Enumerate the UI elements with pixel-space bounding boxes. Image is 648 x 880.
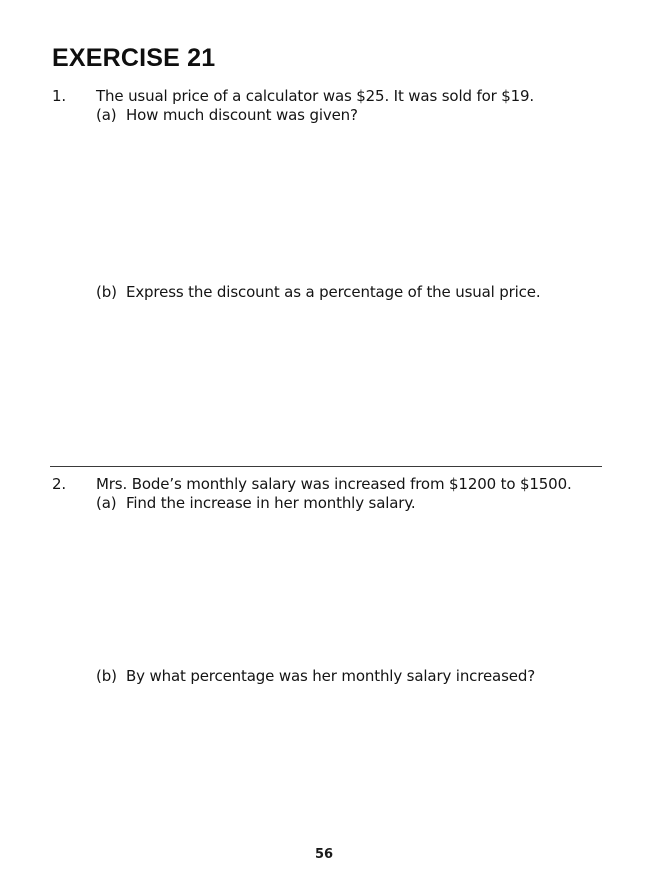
page-number: 56 <box>314 847 334 862</box>
exercise-title: EXERCISE 21 <box>52 44 216 72</box>
part-text: How much discount was given? <box>126 106 358 124</box>
question-part-b <box>96 283 540 302</box>
part-text: Express the discount as a percentage of the usual price. <box>126 283 541 301</box>
part-label: (b) <box>96 283 117 301</box>
question-number: 1. <box>52 87 67 105</box>
question-part-b <box>96 667 535 686</box>
question-part-a <box>96 494 416 513</box>
question-stem: The usual price of a calculator was $25. It was sold for $19. <box>96 87 535 105</box>
section-divider <box>50 466 602 467</box>
part-text: By what percentage was her monthly salary increased? <box>126 667 536 685</box>
question-number: 2. <box>52 475 67 493</box>
part-text: Find the increase in her monthly salary. <box>126 494 416 512</box>
part-label: (a) <box>96 494 117 512</box>
part-label: (a) <box>96 106 117 124</box>
part-label: (b) <box>96 667 117 685</box>
question-stem: Mrs. Bode’s monthly salary was increased from $1200 to $1500. <box>96 475 572 493</box>
question-part-a <box>96 106 358 125</box>
